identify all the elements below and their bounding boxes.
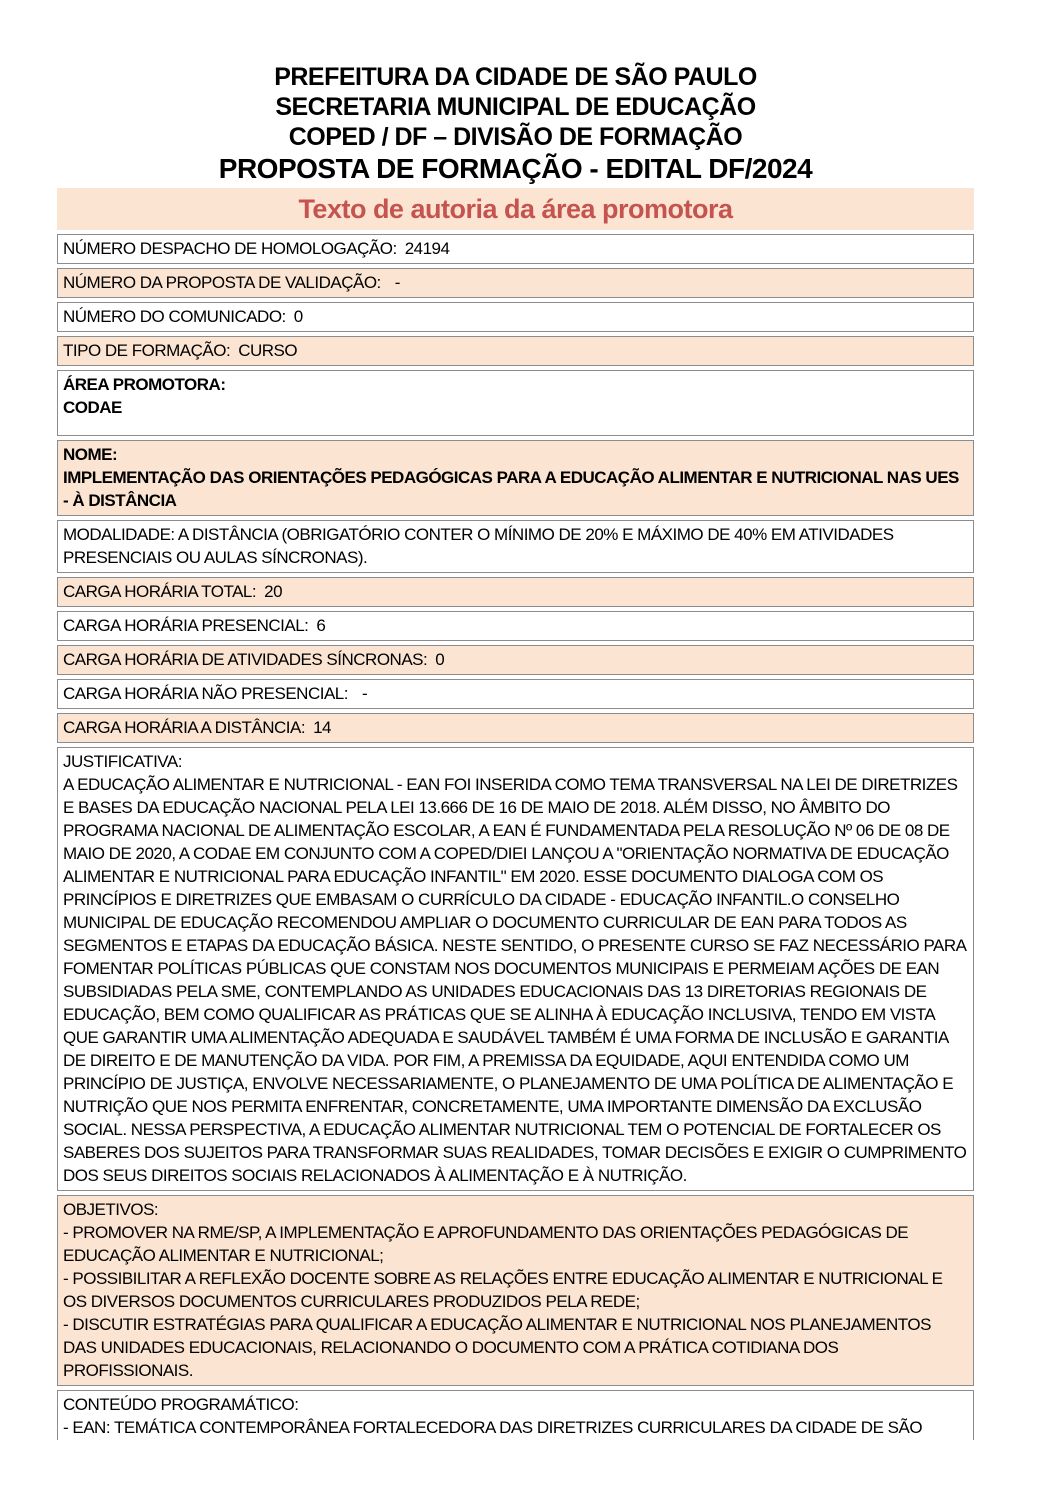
section-label: CONTEÚDO PROGRAMÁTICO: — [63, 1395, 299, 1414]
row-numero-comunicado — [57, 302, 974, 332]
banner-texto-autoria: Texto de autoria da área promotora — [57, 188, 974, 230]
section-label: OBJETIVOS: — [63, 1200, 159, 1219]
field-label: NOME: — [63, 445, 118, 464]
row-carga-horaria-presencial — [57, 611, 974, 641]
field-label: ÁREA PROMOTORA: — [63, 375, 226, 394]
header-line-prefeitura: PREFEITURA DA CIDADE DE SÃO PAULO — [274, 63, 757, 91]
row-carga-horaria-sincronas — [57, 645, 974, 675]
row-numero-despacho-homologacao — [57, 234, 974, 264]
field-label: CARGA HORÁRIA A DISTÂNCIA: — [63, 718, 306, 737]
header-line-proposta-edital: PROPOSTA DE FORMAÇÃO - EDITAL DF/2024 — [218, 153, 813, 184]
row-area-promotora — [57, 370, 974, 436]
field-label: CARGA HORÁRIA NÃO PRESENCIAL: — [63, 684, 348, 703]
field-value: 0 — [293, 307, 303, 326]
document-header — [57, 62, 974, 185]
row-tipo-formacao — [57, 336, 974, 366]
field-label: NÚMERO DA PROPOSTA DE VALIDAÇÃO: — [63, 273, 381, 292]
field-text: MODALIDADE: A DISTÂNCIA (OBRIGATÓRIO CONTER O MÍNIMO DE 20% E MÁXIMO DE 40% EM ATIVIDADES PRESENCIAIS OU AULAS SÍNCRONAS). — [63, 525, 894, 567]
field-label: CARGA HORÁRIA TOTAL: — [63, 582, 257, 601]
field-value: - — [361, 684, 368, 703]
objetivo-item: - DISCUTIR ESTRATÉGIAS PARA QUALIFICAR A EDUCAÇÃO ALIMENTAR E NUTRICIONAL NOS PLANEJAMENTOS DAS UNIDADES EDUCACIONAIS, RELACIONANDO O DOCUMENTO COM A PRÁTICA COTIDIANA DOS PROFISSIONAIS. — [63, 1315, 931, 1380]
field-label: TIPO DE FORMAÇÃO: — [63, 341, 231, 360]
header-line-coped-df: COPED / DF – DIVISÃO DE FORMAÇÃO — [288, 123, 743, 151]
field-value: 0 — [435, 650, 445, 669]
field-label: NÚMERO DO COMUNICADO: — [63, 307, 286, 326]
field-value: IMPLEMENTAÇÃO DAS ORIENTAÇÕES PEDAGÓGICAS PARA A EDUCAÇÃO ALIMENTAR E NUTRICIONAL NAS UES - À DISTÂNCIA — [63, 468, 959, 510]
field-value: 20 — [264, 582, 283, 601]
row-numero-proposta-validacao — [57, 268, 974, 298]
field-value: CODAE — [63, 398, 122, 417]
row-conteudo-programatico — [57, 1390, 974, 1440]
row-modalidade — [57, 520, 974, 573]
field-label: CARGA HORÁRIA DE ATIVIDADES SÍNCRONAS: — [63, 650, 428, 669]
field-value: - — [394, 273, 400, 292]
conteudo-item: - EAN: TEMÁTICA CONTEMPORÂNEA FORTALECEDORA DAS DIRETRIZES CURRICULARES DA CIDADE DE SÃO — [63, 1418, 923, 1437]
field-value: 14 — [313, 718, 331, 737]
section-label: JUSTIFICATIVA: — [63, 752, 182, 771]
field-value: 6 — [316, 616, 326, 635]
field-value: CURSO — [238, 341, 298, 360]
field-label: NÚMERO DESPACHO DE HOMOLOGAÇÃO: — [63, 239, 397, 258]
row-justificativa — [57, 747, 974, 1191]
objetivo-item: - POSSIBILITAR A REFLEXÃO DOCENTE SOBRE AS RELAÇÕES ENTRE EDUCAÇÃO ALIMENTAR E NUTRICIONAL E OS DIVERSOS DOCUMENTOS CURRICULARES PRODUZIDOS PELA REDE; — [63, 1269, 943, 1311]
row-objetivos — [57, 1195, 974, 1386]
row-nome — [57, 440, 974, 516]
field-label: CARGA HORÁRIA PRESENCIAL: — [63, 616, 309, 635]
row-carga-horaria-nao-presencial — [57, 679, 974, 709]
row-carga-horaria-total — [57, 577, 974, 607]
field-value: 24194 — [404, 239, 450, 258]
objetivo-item: - PROMOVER NA RME/SP, A IMPLEMENTAÇÃO E APROFUNDAMENTO DAS ORIENTAÇÕES PEDAGÓGICAS DE EDUCAÇÃO ALIMENTAR E NUTRICIONAL; — [63, 1223, 909, 1265]
row-carga-horaria-distancia — [57, 713, 974, 743]
header-line-secretaria: SECRETARIA MUNICIPAL DE EDUCAÇÃO — [275, 93, 756, 121]
section-text: A EDUCAÇÃO ALIMENTAR E NUTRICIONAL - EAN FOI INSERIDA COMO TEMA TRANSVERSAL NA LEI DE DIRETRIZES E BASES DA EDUCAÇÃO NACIONAL PELA LEI 13.666 DE 16 DE MAIO DE 2018. ALÉM DISSO, NO ÂMBITO DO PROGRAMA NACIONAL DE ALIMENTAÇÃO ESCOLAR, A EAN É FUNDAMENTADA PELA RESOLUÇÃO Nº 06 DE 08 DE MAIO DE 2020, A CODAE EM CONJUNTO COM A COPED/DIEI LANÇOU A "ORIENTAÇÃO NORMATIVA DE EDUCAÇÃO ALIMENTAR E NUTRICIONAL PARA EDUCAÇÃO INFANTIL" EM 2020. ESSE DOCUMENTO DIALOGA COM OS PRINCÍPIOS E DIRETRIZES QUE EMBASAM O CURRÍCULO DA CIDADE - EDUCAÇÃO INFANTIL.O CONSELHO MUNICIPAL DE EDUCAÇÃO RECOMENDOU AMPLIAR O DOCUMENTO CURRICULAR DE EAN PARA TODOS AS SEGMENTOS E ETAPAS DA EDUCAÇÃO BÁSICA. NESTE SENTIDO, O PRESENTE CURSO SE FAZ NECESSÁRIO PARA FOMENTAR POLÍTICAS PÚBLICAS QUE CONSTAM NOS DOCUMENTOS MUNICIPAIS E PERMEIAM AÇÕES DE EAN SUBSIDIADAS PELA SME, CONTEMPLANDO AS UNIDADES EDUCACIONAIS DAS 13 DIRETORIAS REGIONAIS DE EDUCAÇÃO, BEM COMO QUALIFICAR AS PRÁTICAS QUE SE ALINHA À EDUCAÇÃO INCLUSIVA, TENDO EM VISTA QUE GARANTIR UMA ALIMENTAÇÃO ADEQUADA E SAUDÁVEL TAMBÉM É UMA FORMA DE INCLUSÃO E GARANTIA DE DIREITO E DE MANUTENÇÃO DA VIDA. POR FIM, A PREMISSA DA EQUIDADE, AQUI ENTENDIDA COMO UM PRINCÍPIO DE JUSTIÇA, ENVOLVE NECESSARIAMENTE, O PLANEJAMENTO DE UMA POLÍTICA DE ALIMENTAÇÃO E NUTRIÇÃO QUE NOS PERMITA ENFRENTAR, CONCRETAMENTE, UMA IMPORTANTE DIMENSÃO DA EXCLUSÃO SOCIAL. NESSA PERSPECTIVA, A EDUCAÇÃO ALIMENTAR NUTRICIONAL TEM O POTENCIAL DE FORTALECER OS SABERES DOS SUJEITOS PARA TRANSFORMAR SUAS REALIDADES, TOMAR DECISÕES E EXIGIR O CUMPRIMENTO DOS SEUS DIREITOS SOCIAIS RELACIONADOS À ALIMENTAÇÃO E À NUTRIÇÃO. — [63, 775, 967, 1185]
